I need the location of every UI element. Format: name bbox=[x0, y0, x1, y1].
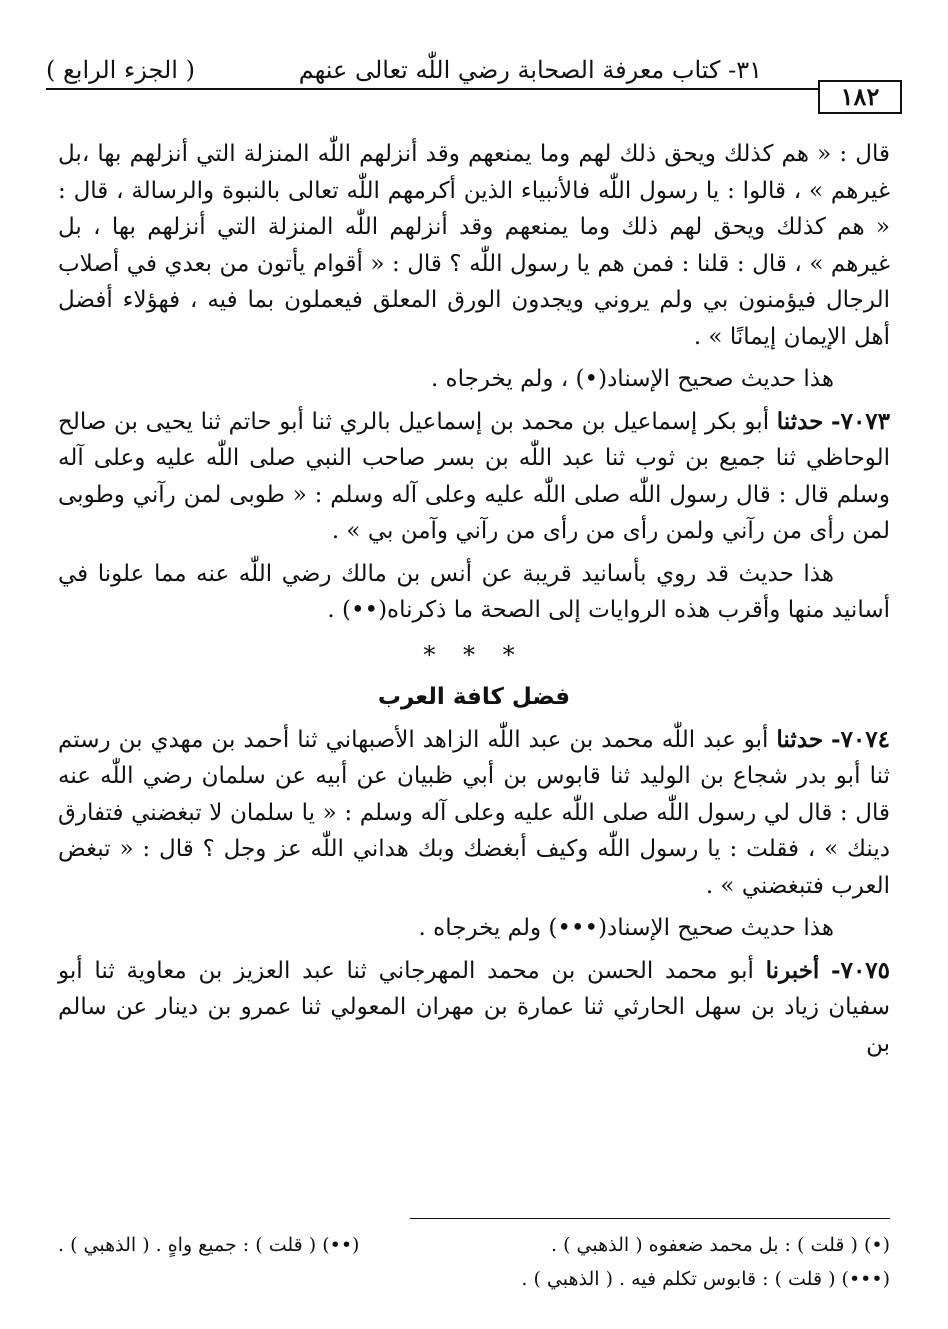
section-heading: فضل كافة العرب bbox=[377, 684, 571, 710]
footnote-row bbox=[58, 1228, 890, 1262]
grading-note: هذا حديث صحيح الإسناد(•) ، ولم يخرجاه . bbox=[430, 366, 834, 392]
footnote-3: (•••) ( قلت ) : قابوس تكلم فيه . ( الذهبي ) . bbox=[521, 1268, 890, 1290]
hadith-7075 bbox=[58, 953, 890, 1063]
chapter-title: ٣١- كتاب معرفة الصحابة رضي اللّٰه تعالى عنهم bbox=[298, 56, 762, 84]
hadith-7073 bbox=[58, 404, 890, 550]
grading-note: هذا حديث قد روي بأسانيد قريبة عن أنس بن مالك رضي اللّٰه عنه مما علونا في أسانيد منها وأقرب هذه الروايات إلى الصحة ما ذكرناه(••) . bbox=[58, 560, 890, 623]
header-rule bbox=[46, 88, 818, 90]
paragraph-continuation: قال : « هم كذلك ويحق ذلك لهم وما يمنعهم وقد أنزلهم اللّٰه المنزلة التي أنزلهم بها ،بل غيرهم » ، قالوا : يا رسول اللّٰه فالأنبياء الذين أكرمهم اللّٰه تعالى بالنبوة والرسالة ، قال : « هم كذلك ويحق لهم ذلك وما يمنعهم وقد أنزلهم اللّٰه المنزلة التي أنزلهم بها ، بل غيرهم » ، قال : قلنا : فمن هم يا رسول اللّٰه ؟ قال : « أقوام يأتون من بعدي في أصلاب الرجال فيؤمنون بي ولم يروني ويجدون الورق المعلق فيعملون بما فيه ، فهؤلاء أفضل أهل الإيمان إيمانًا » . bbox=[58, 141, 890, 350]
hadith-text: أبو عبد اللّٰه محمد بن عبد اللّٰه الزاهد الأصبهاني ثنا أحمد بن مهدي بن رستم ثنا أبو بدر شجاع بن الوليد ثنا قابوس بن أبي ظبيان عن أبيه عن سلمان رضي اللّٰه عنه قال : قال لي رسول اللّٰه صلى اللّٰه عليه وعلى آله وسلم : « يا سلمان لا تبغضني فتفارق دينك » ، فقلت : يا رسول اللّٰه وكيف أبغضك وبك هداني اللّٰه عز وجل ؟ قال : « تبغض العرب فتبغضني » . bbox=[58, 726, 890, 899]
footnotes bbox=[58, 1228, 890, 1296]
volume-label: ( الجزء الرابع ) bbox=[46, 56, 195, 84]
footnote-rule bbox=[410, 1218, 890, 1219]
transmission-lead: حدثنا bbox=[776, 407, 824, 435]
footnote-row bbox=[58, 1262, 890, 1296]
hadith-text: أبو بكر إسماعيل بن محمد بن إسماعيل بالري ثنا أبو حاتم ثنا يحيى بن صالح الوحاظي ثنا جميع بن ثوب ثنا عبد اللّٰه بن بسر صاحب النبي صلى اللّٰه عليه وعلى آله وسلم قال : قال رسول اللّٰه صلى اللّٰه عليه وعلى آله وسلم : « طوبى لمن رآني وطوبى لمن رأى من رآني ولمن رأى من رأى من رآني وآمن بي » . bbox=[58, 408, 890, 544]
footnote-2: (••) ( قلت ) : جميع واهٍ . ( الذهبي ) . bbox=[58, 1234, 360, 1256]
hadith-7074 bbox=[58, 722, 890, 905]
transmission-lead: أخبرنا bbox=[765, 956, 820, 984]
hadith-number: ٧٠٧٥- bbox=[831, 956, 891, 984]
section-separator: * * * bbox=[423, 640, 525, 669]
footnote-1: (•) ( قلت ) : بل محمد ضعفوه ( الذهبي ) . bbox=[551, 1234, 890, 1256]
hadith-number: ٧٠٧٣- bbox=[831, 407, 891, 435]
page-body bbox=[58, 136, 890, 1062]
grading-note: هذا حديث صحيح الإسناد(•••) ولم يخرجاه . bbox=[418, 915, 834, 941]
hadith-text: أبو محمد الحسن بن محمد المهرجاني ثنا عبد العزيز بن معاوية ثنا أبو سفيان زياد بن سهل الحارثي ثنا عمارة بن مهران المعولي ثنا عمرو بن دينار عن سالم بن bbox=[58, 957, 890, 1057]
transmission-lead: حدثنا bbox=[776, 725, 824, 753]
page-number-box: ١٨٢ bbox=[818, 80, 902, 114]
hadith-number: ٧٠٧٤- bbox=[831, 725, 890, 753]
